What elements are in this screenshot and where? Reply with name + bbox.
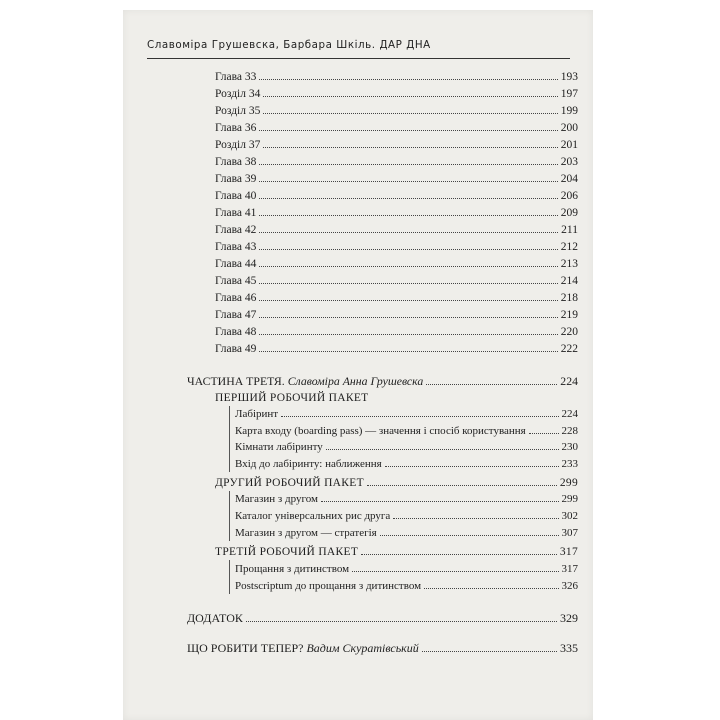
toc-entry-title: Прощання з дитинством	[235, 563, 350, 575]
toc-entry-title: Глава 47	[215, 309, 257, 321]
dot-leader	[259, 215, 557, 216]
toc-row-chapter	[215, 291, 578, 305]
toc-page-number: 299	[559, 477, 578, 489]
toc-page-number: 228	[561, 425, 578, 437]
toc-page-number: 199	[560, 105, 578, 117]
dot-leader	[352, 571, 558, 572]
toc-entry-title: Вхід до лабіринту: наближення	[235, 458, 382, 470]
toc-row-chapter	[215, 342, 578, 356]
toc-row-afterword	[187, 641, 578, 655]
toc-row-subentry	[235, 457, 578, 471]
dot-leader	[385, 466, 559, 467]
toc-page-number: 209	[560, 207, 578, 219]
afterword-label: ЩО РОБИТИ ТЕПЕР?	[187, 641, 304, 655]
part-title	[187, 374, 423, 388]
header-book-title: ДАР ДНА	[379, 39, 431, 51]
toc-entry-title: Глава 38	[215, 156, 257, 168]
dot-leader	[424, 588, 558, 589]
toc-row-subentry	[235, 509, 578, 523]
toc-page-number: 214	[560, 275, 578, 287]
toc-page-number: 213	[560, 258, 578, 270]
dot-leader	[281, 416, 558, 417]
toc-page-number: 230	[561, 441, 578, 453]
packet-title: ТРЕТІЙ РОБОЧИЙ ПАКЕТ	[215, 546, 359, 558]
dot-leader	[259, 249, 557, 250]
toc-row-appendix	[187, 611, 578, 625]
toc-page-number: 211	[561, 224, 578, 236]
toc-entry-title: Глава 49	[215, 343, 257, 355]
toc-row-chapter	[215, 223, 578, 237]
toc-page-number: 193	[560, 71, 578, 83]
toc-entry-title: Магазин з другом	[235, 493, 318, 505]
dot-leader	[321, 501, 559, 502]
toc-entry-title: Карта входу (boarding pass) — значення і спосіб користування	[235, 425, 526, 437]
dot-leader	[259, 283, 557, 284]
toc-entry-title: Магазин з другом — стратегія	[235, 527, 377, 539]
toc-row-chapter	[215, 274, 578, 288]
toc-row-chapter	[215, 257, 578, 271]
running-header	[147, 39, 431, 51]
dot-leader	[529, 433, 559, 434]
toc-row-chapter	[215, 70, 578, 84]
toc-entry-title: Глава 39	[215, 173, 257, 185]
dot-leader	[259, 198, 557, 199]
toc-page-number: 302	[561, 510, 578, 522]
toc-row-chapter	[215, 206, 578, 220]
indent-bar	[229, 560, 230, 594]
packet-title: ДРУГИЙ РОБОЧИЙ ПАКЕТ	[215, 477, 364, 489]
toc-entry-title: Розділ 34	[215, 88, 261, 100]
dot-leader	[259, 351, 557, 352]
toc-row-part	[187, 374, 578, 388]
toc-page-number: 317	[561, 563, 578, 575]
dot-leader	[259, 181, 557, 182]
toc-page-number: 329	[560, 611, 578, 625]
toc-entry-title: Глава 46	[215, 292, 257, 304]
dot-leader	[422, 651, 557, 652]
dot-leader	[259, 300, 557, 301]
toc-page-number: 218	[560, 292, 578, 304]
toc-entry-title: Каталог універсальних рис друга	[235, 510, 391, 522]
toc-page-number: 233	[561, 458, 578, 470]
toc-row-chapter	[215, 121, 578, 135]
toc-row-chapter	[215, 189, 578, 203]
toc-row-subentry	[235, 440, 578, 454]
dot-leader	[426, 384, 557, 385]
toc-row-chapter	[215, 325, 578, 339]
dot-leader	[263, 147, 557, 148]
toc-page-number: 201	[560, 139, 578, 151]
part-author: Славоміра Анна Грушевска	[287, 374, 424, 388]
toc-page-number: 197	[560, 88, 578, 100]
toc-page-number: 220	[560, 326, 578, 338]
toc-row-subentry	[235, 424, 578, 438]
toc-page-number: 200	[560, 122, 578, 134]
toc-entry-title: Глава 41	[215, 207, 257, 219]
toc-entry-title: Глава 42	[215, 224, 257, 236]
toc-entry-title: Глава 33	[215, 71, 257, 83]
dot-leader	[263, 113, 557, 114]
afterword-title	[187, 641, 419, 655]
toc-row-chapter	[215, 308, 578, 322]
toc-row-packet	[215, 476, 578, 490]
toc-row-chapter	[215, 155, 578, 169]
toc-entry-title: Лабіринт	[235, 408, 279, 420]
toc-entry-title: Кімнати лабіринту	[235, 441, 323, 453]
toc-page-number: 212	[560, 241, 578, 253]
toc-page-number: 326	[561, 580, 578, 592]
header-authors: Славоміра Грушевска, Барбара Шкіль.	[147, 39, 376, 51]
toc-row-chapter	[215, 87, 578, 101]
dot-leader	[259, 79, 557, 80]
toc-page-number: 224	[561, 408, 578, 420]
toc-page-number: 203	[560, 156, 578, 168]
appendix-title: ДОДАТОК	[187, 611, 243, 625]
dot-leader	[361, 554, 557, 555]
dot-leader	[326, 449, 559, 450]
dot-leader	[393, 518, 558, 519]
toc-row-subentry	[235, 407, 578, 421]
toc-row-subentry	[235, 492, 578, 506]
dot-leader	[259, 266, 557, 267]
toc-page-number: 219	[560, 309, 578, 321]
toc-entry-title: Розділ 35	[215, 105, 261, 117]
toc-row-subentry	[235, 526, 578, 540]
indent-bar	[229, 406, 230, 472]
header-rule	[147, 58, 570, 59]
toc-entry-title: Розділ 37	[215, 139, 261, 151]
toc-row-packet	[215, 391, 578, 405]
dot-leader	[259, 334, 557, 335]
dot-leader	[259, 164, 557, 165]
toc-page-number: 317	[559, 546, 578, 558]
toc-row-subentry	[235, 579, 578, 593]
indent-bar	[229, 491, 230, 541]
toc-page-number: 307	[561, 527, 578, 539]
toc-entry-title: Глава 36	[215, 122, 257, 134]
afterword-author: Вадим Скуратівський	[306, 641, 419, 655]
dot-leader	[380, 535, 559, 536]
dot-leader	[259, 232, 558, 233]
part-label: ЧАСТИНА ТРЕТЯ.	[187, 374, 285, 388]
toc-page-number: 299	[561, 493, 578, 505]
toc-entry-title: Postscriptum до прощання з дитинством	[235, 580, 422, 592]
toc-row-chapter	[215, 104, 578, 118]
dot-leader	[263, 96, 557, 97]
toc-entry-title: Глава 45	[215, 275, 257, 287]
toc-row-subentry	[235, 562, 578, 576]
dot-leader	[246, 621, 557, 622]
dot-leader	[367, 485, 557, 486]
toc-page-number: 206	[560, 190, 578, 202]
toc-page-number: 222	[560, 343, 578, 355]
toc-row-chapter	[215, 240, 578, 254]
toc-entry-title: Глава 40	[215, 190, 257, 202]
toc-page-number: 204	[560, 173, 578, 185]
toc-page-number: 224	[560, 374, 578, 388]
dot-leader	[259, 317, 557, 318]
packet-title: ПЕРШИЙ РОБОЧИЙ ПАКЕТ	[215, 392, 369, 404]
toc-page-number: 335	[560, 641, 578, 655]
toc-entry-title: Глава 43	[215, 241, 257, 253]
toc-row-packet	[215, 545, 578, 559]
toc-entry-title: Глава 48	[215, 326, 257, 338]
dot-leader	[259, 130, 557, 131]
toc-row-chapter	[215, 138, 578, 152]
toc-row-chapter	[215, 172, 578, 186]
toc-entry-title: Глава 44	[215, 258, 257, 270]
